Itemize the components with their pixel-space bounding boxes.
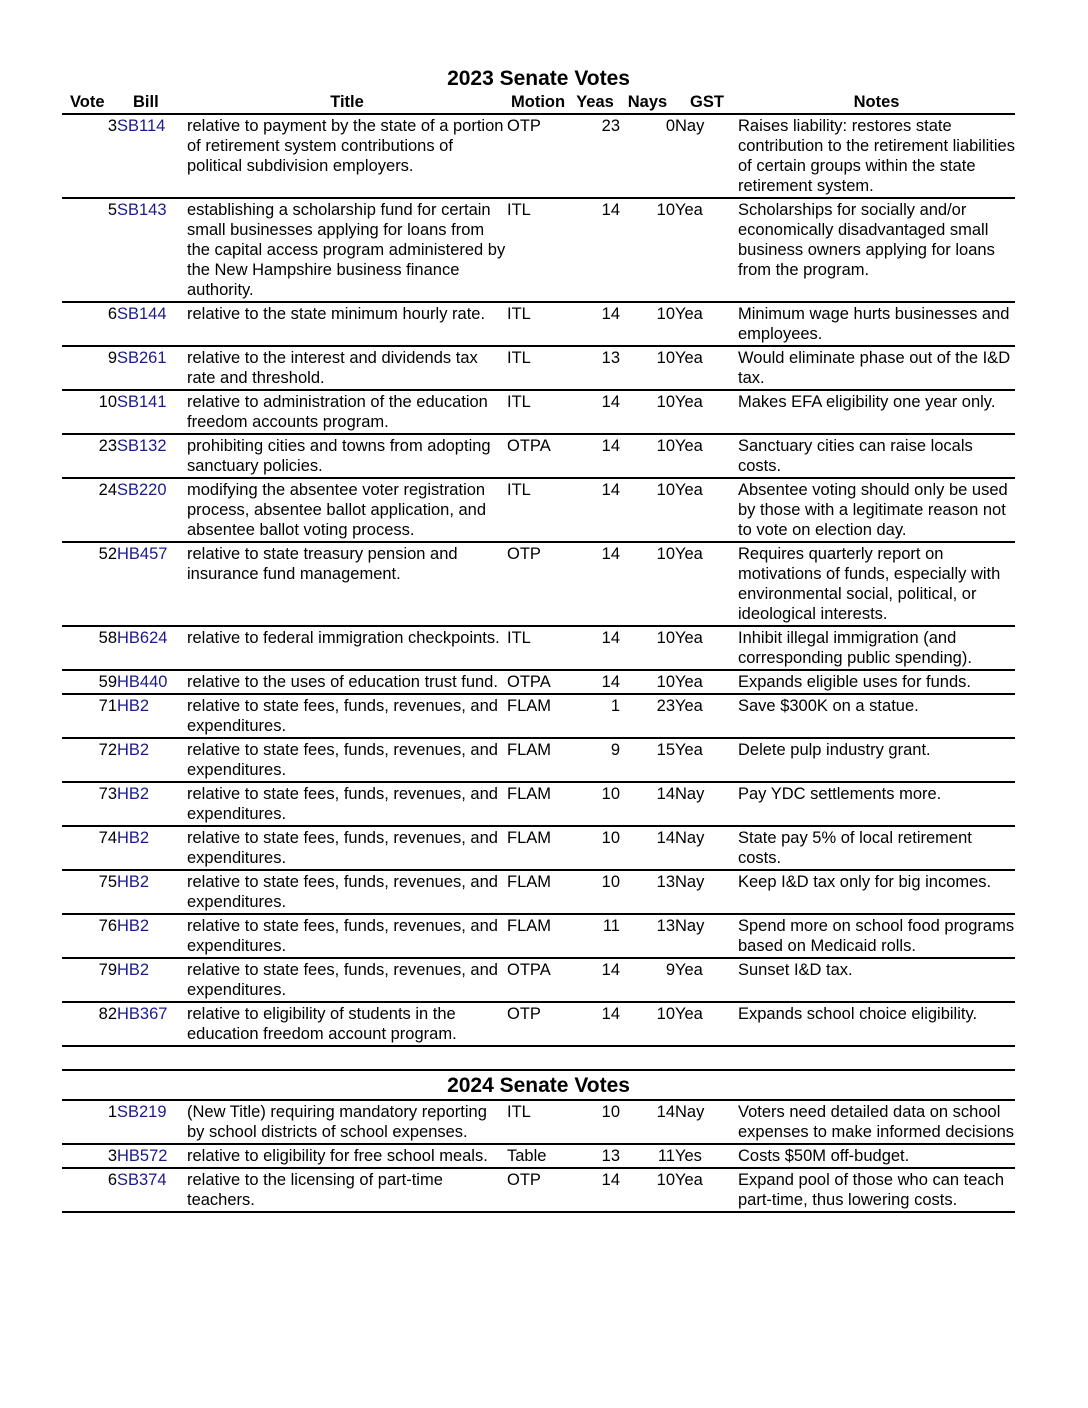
cell-bill[interactable]: HB2 bbox=[117, 694, 187, 738]
table-row bbox=[62, 434, 1015, 478]
cell-motion: OTPA bbox=[507, 670, 570, 694]
cell-motion: ITL bbox=[507, 1100, 570, 1144]
cell-yeas: 10 bbox=[570, 826, 620, 870]
cell-vote: 59 bbox=[62, 670, 117, 694]
column-header-notes: Notes bbox=[738, 92, 1015, 114]
cell-motion: OTP bbox=[507, 1002, 570, 1046]
cell-gst: Yea bbox=[675, 1002, 738, 1046]
cell-title: relative to state fees, funds, revenues, and expenditures. bbox=[187, 782, 507, 826]
cell-nays: 10 bbox=[620, 198, 675, 302]
cell-yeas: 14 bbox=[570, 670, 620, 694]
cell-motion: FLAM bbox=[507, 694, 570, 738]
cell-bill[interactable]: SB144 bbox=[117, 302, 187, 346]
cell-nays: 13 bbox=[620, 914, 675, 958]
cell-title: relative to state fees, funds, revenues, and expenditures. bbox=[187, 870, 507, 914]
cell-notes: Keep I&D tax only for big incomes. bbox=[738, 870, 1015, 914]
cell-vote: 74 bbox=[62, 826, 117, 870]
cell-nays: 10 bbox=[620, 302, 675, 346]
votes-table bbox=[62, 64, 1015, 1213]
cell-gst: Yea bbox=[675, 302, 738, 346]
table-row bbox=[62, 346, 1015, 390]
cell-yeas: 11 bbox=[570, 914, 620, 958]
cell-motion: FLAM bbox=[507, 870, 570, 914]
cell-nays: 23 bbox=[620, 694, 675, 738]
cell-nays: 14 bbox=[620, 1100, 675, 1144]
cell-vote: 10 bbox=[62, 390, 117, 434]
cell-bill[interactable]: HB2 bbox=[117, 914, 187, 958]
cell-yeas: 9 bbox=[570, 738, 620, 782]
cell-vote: 72 bbox=[62, 738, 117, 782]
column-header-vote: Vote bbox=[62, 92, 117, 114]
cell-gst: Yea bbox=[675, 346, 738, 390]
cell-gst: Yea bbox=[675, 626, 738, 670]
cell-gst: Yea bbox=[675, 434, 738, 478]
cell-bill[interactable]: HB572 bbox=[117, 1144, 187, 1168]
cell-bill[interactable]: HB624 bbox=[117, 626, 187, 670]
cell-vote: 24 bbox=[62, 478, 117, 542]
cell-bill[interactable]: HB440 bbox=[117, 670, 187, 694]
cell-bill[interactable]: HB2 bbox=[117, 782, 187, 826]
cell-notes: Delete pulp industry grant. bbox=[738, 738, 1015, 782]
cell-yeas: 14 bbox=[570, 434, 620, 478]
table-row bbox=[62, 782, 1015, 826]
cell-motion: ITL bbox=[507, 390, 570, 434]
table-row bbox=[62, 914, 1015, 958]
cell-nays: 10 bbox=[620, 1168, 675, 1212]
cell-motion: ITL bbox=[507, 198, 570, 302]
table-row bbox=[62, 870, 1015, 914]
cell-title: relative to state fees, funds, revenues, and expenditures. bbox=[187, 826, 507, 870]
cell-notes: Expands eligible uses for funds. bbox=[738, 670, 1015, 694]
cell-title: modifying the absentee voter registration process, absentee ballot application, and absentee ballot voting process. bbox=[187, 478, 507, 542]
cell-title: relative to state fees, funds, revenues, and expenditures. bbox=[187, 958, 507, 1002]
table-row bbox=[62, 542, 1015, 626]
cell-vote: 76 bbox=[62, 914, 117, 958]
cell-motion: OTP bbox=[507, 1168, 570, 1212]
cell-gst: Nay bbox=[675, 114, 738, 198]
cell-gst: Nay bbox=[675, 1100, 738, 1144]
cell-nays: 10 bbox=[620, 1002, 675, 1046]
cell-title: relative to the interest and dividends tax rate and threshold. bbox=[187, 346, 507, 390]
cell-title: relative to the state minimum hourly rate. bbox=[187, 302, 507, 346]
cell-bill[interactable]: SB220 bbox=[117, 478, 187, 542]
cell-motion: OTPA bbox=[507, 958, 570, 1002]
cell-motion: ITL bbox=[507, 478, 570, 542]
cell-nays: 15 bbox=[620, 738, 675, 782]
cell-motion: FLAM bbox=[507, 782, 570, 826]
cell-vote: 23 bbox=[62, 434, 117, 478]
cell-vote: 82 bbox=[62, 1002, 117, 1046]
cell-vote: 58 bbox=[62, 626, 117, 670]
cell-motion: FLAM bbox=[507, 738, 570, 782]
cell-notes: Spend more on school food programs based on Medicaid rolls. bbox=[738, 914, 1015, 958]
cell-title: relative to eligibility of students in the education freedom account program. bbox=[187, 1002, 507, 1046]
cell-gst: Yea bbox=[675, 694, 738, 738]
cell-nays: 10 bbox=[620, 390, 675, 434]
cell-nays: 10 bbox=[620, 542, 675, 626]
column-header-nays: Nays bbox=[620, 92, 675, 114]
table-row bbox=[62, 826, 1015, 870]
cell-notes: Voters need detailed data on school expenses to make informed decisions bbox=[738, 1100, 1015, 1144]
cell-yeas: 14 bbox=[570, 1168, 620, 1212]
cell-nays: 14 bbox=[620, 826, 675, 870]
table-row bbox=[62, 1168, 1015, 1212]
cell-gst: Yea bbox=[675, 738, 738, 782]
cell-notes: State pay 5% of local retirement costs. bbox=[738, 826, 1015, 870]
cell-bill[interactable]: SB261 bbox=[117, 346, 187, 390]
column-header-gst: GST bbox=[675, 92, 738, 114]
cell-title: relative to payment by the state of a portion of retirement system contributions of political subdivision employers. bbox=[187, 114, 507, 198]
cell-bill[interactable]: SB141 bbox=[117, 390, 187, 434]
cell-vote: 6 bbox=[62, 1168, 117, 1212]
cell-title: establishing a scholarship fund for certain small businesses applying for loans from the capital access program administered by the New Hampshire business finance authority. bbox=[187, 198, 507, 302]
cell-title: relative to eligibility for free school meals. bbox=[187, 1144, 507, 1168]
cell-nays: 10 bbox=[620, 478, 675, 542]
cell-notes: Costs $50M off-budget. bbox=[738, 1144, 1015, 1168]
page bbox=[62, 64, 1015, 1213]
table-row bbox=[62, 390, 1015, 434]
cell-notes: Absentee voting should only be used by those with a legitimate reason not to vote on election day. bbox=[738, 478, 1015, 542]
table-row bbox=[62, 1002, 1015, 1046]
cell-notes: Would eliminate phase out of the I&D tax. bbox=[738, 346, 1015, 390]
cell-vote: 79 bbox=[62, 958, 117, 1002]
column-header-yeas: Yeas bbox=[570, 92, 620, 114]
table-row bbox=[62, 114, 1015, 198]
cell-yeas: 13 bbox=[570, 1144, 620, 1168]
cell-title: relative to state fees, funds, revenues, and expenditures. bbox=[187, 914, 507, 958]
cell-yeas: 10 bbox=[570, 1100, 620, 1144]
cell-notes: Raises liability: restores state contribution to the retirement liabilities of certain groups within the state retirement system. bbox=[738, 114, 1015, 198]
table-row bbox=[62, 1100, 1015, 1144]
column-header-row bbox=[62, 92, 1015, 114]
cell-yeas: 14 bbox=[570, 390, 620, 434]
cell-vote: 6 bbox=[62, 302, 117, 346]
cell-notes: Scholarships for socially and/or economically disadvantaged small business owners applying for loans from the program. bbox=[738, 198, 1015, 302]
cell-bill[interactable]: HB367 bbox=[117, 1002, 187, 1046]
cell-bill[interactable]: SB374 bbox=[117, 1168, 187, 1212]
cell-bill[interactable]: SB132 bbox=[117, 434, 187, 478]
cell-bill[interactable]: SB219 bbox=[117, 1100, 187, 1144]
cell-vote: 52 bbox=[62, 542, 117, 626]
cell-vote: 75 bbox=[62, 870, 117, 914]
cell-gst: Yea bbox=[675, 670, 738, 694]
table-row bbox=[62, 958, 1015, 1002]
cell-yeas: 13 bbox=[570, 346, 620, 390]
table-row bbox=[62, 626, 1015, 670]
cell-bill[interactable]: HB2 bbox=[117, 826, 187, 870]
cell-vote: 9 bbox=[62, 346, 117, 390]
cell-notes: Pay YDC settlements more. bbox=[738, 782, 1015, 826]
cell-bill[interactable]: HB2 bbox=[117, 870, 187, 914]
cell-gst: Yea bbox=[675, 198, 738, 302]
cell-bill[interactable]: SB114 bbox=[117, 114, 187, 198]
column-header-bill: Bill bbox=[117, 92, 187, 114]
column-header-motion: Motion bbox=[507, 92, 570, 114]
cell-gst: Nay bbox=[675, 870, 738, 914]
cell-vote: 71 bbox=[62, 694, 117, 738]
cell-notes: Save $300K on a statue. bbox=[738, 694, 1015, 738]
cell-notes: Expand pool of those who can teach part-time, thus lowering costs. bbox=[738, 1168, 1015, 1212]
cell-gst: Yea bbox=[675, 478, 738, 542]
cell-notes: Expands school choice eligibility. bbox=[738, 1002, 1015, 1046]
cell-motion: FLAM bbox=[507, 914, 570, 958]
cell-yeas: 14 bbox=[570, 302, 620, 346]
cell-title: relative to the uses of education trust fund. bbox=[187, 670, 507, 694]
cell-gst: Yea bbox=[675, 1168, 738, 1212]
cell-title: (New Title) requiring mandatory reporting by school districts of school expenses. bbox=[187, 1100, 507, 1144]
section-heading-2024 bbox=[62, 1070, 1015, 1100]
cell-motion: OTP bbox=[507, 114, 570, 198]
cell-yeas: 14 bbox=[570, 542, 620, 626]
cell-gst: Yea bbox=[675, 958, 738, 1002]
cell-motion: Table bbox=[507, 1144, 570, 1168]
table-row bbox=[62, 694, 1015, 738]
cell-gst: Nay bbox=[675, 914, 738, 958]
cell-yeas: 14 bbox=[570, 958, 620, 1002]
table-row bbox=[62, 738, 1015, 782]
cell-title: prohibiting cities and towns from adopting sanctuary policies. bbox=[187, 434, 507, 478]
section-title-2024: 2024 Senate Votes bbox=[62, 1070, 1015, 1100]
cell-title: relative to state treasury pension and insurance fund management. bbox=[187, 542, 507, 626]
cell-nays: 13 bbox=[620, 870, 675, 914]
cell-nays: 10 bbox=[620, 434, 675, 478]
cell-gst: Nay bbox=[675, 826, 738, 870]
cell-vote: 73 bbox=[62, 782, 117, 826]
cell-nays: 0 bbox=[620, 114, 675, 198]
cell-yeas: 14 bbox=[570, 198, 620, 302]
cell-nays: 9 bbox=[620, 958, 675, 1002]
cell-title: relative to the licensing of part-time teachers. bbox=[187, 1168, 507, 1212]
cell-gst: Yes bbox=[675, 1144, 738, 1168]
cell-motion: ITL bbox=[507, 626, 570, 670]
cell-gst: Yea bbox=[675, 390, 738, 434]
cell-yeas: 14 bbox=[570, 626, 620, 670]
cell-title: relative to state fees, funds, revenues, and expenditures. bbox=[187, 738, 507, 782]
cell-bill[interactable]: HB2 bbox=[117, 738, 187, 782]
cell-title: relative to federal immigration checkpoints. bbox=[187, 626, 507, 670]
cell-motion: ITL bbox=[507, 346, 570, 390]
table-row bbox=[62, 198, 1015, 302]
section-heading-2023 bbox=[62, 64, 1015, 92]
cell-notes: Sanctuary cities can raise locals costs. bbox=[738, 434, 1015, 478]
cell-motion: FLAM bbox=[507, 826, 570, 870]
cell-nays: 10 bbox=[620, 670, 675, 694]
cell-bill[interactable]: HB2 bbox=[117, 958, 187, 1002]
table-row bbox=[62, 1144, 1015, 1168]
cell-bill[interactable]: SB143 bbox=[117, 198, 187, 302]
cell-motion: ITL bbox=[507, 302, 570, 346]
cell-yeas: 10 bbox=[570, 870, 620, 914]
cell-notes: Makes EFA eligibility one year only. bbox=[738, 390, 1015, 434]
table-row bbox=[62, 478, 1015, 542]
cell-motion: OTP bbox=[507, 542, 570, 626]
cell-notes: Sunset I&D tax. bbox=[738, 958, 1015, 1002]
cell-yeas: 14 bbox=[570, 1002, 620, 1046]
cell-notes: Inhibit illegal immigration (and corresponding public spending). bbox=[738, 626, 1015, 670]
section-title-2023: 2023 Senate Votes bbox=[447, 67, 630, 90]
cell-title: relative to state fees, funds, revenues, and expenditures. bbox=[187, 694, 507, 738]
cell-nays: 14 bbox=[620, 782, 675, 826]
cell-yeas: 14 bbox=[570, 478, 620, 542]
cell-nays: 10 bbox=[620, 626, 675, 670]
table-row bbox=[62, 670, 1015, 694]
column-header-title: Title bbox=[187, 92, 507, 114]
cell-vote: 3 bbox=[62, 114, 117, 198]
cell-yeas: 1 bbox=[570, 694, 620, 738]
cell-notes: Minimum wage hurts businesses and employees. bbox=[738, 302, 1015, 346]
cell-yeas: 23 bbox=[570, 114, 620, 198]
cell-vote: 1 bbox=[62, 1100, 117, 1144]
cell-nays: 10 bbox=[620, 346, 675, 390]
cell-gst: Nay bbox=[675, 782, 738, 826]
cell-gst: Yea bbox=[675, 542, 738, 626]
cell-nays: 11 bbox=[620, 1144, 675, 1168]
section-spacer bbox=[62, 1046, 1015, 1070]
cell-vote: 5 bbox=[62, 198, 117, 302]
cell-vote: 3 bbox=[62, 1144, 117, 1168]
cell-bill[interactable]: HB457 bbox=[117, 542, 187, 626]
cell-yeas: 10 bbox=[570, 782, 620, 826]
cell-title: relative to administration of the education freedom accounts program. bbox=[187, 390, 507, 434]
table-row bbox=[62, 302, 1015, 346]
cell-motion: OTPA bbox=[507, 434, 570, 478]
cell-notes: Requires quarterly report on motivations of funds, especially with environmental social, political, or ideological interests. bbox=[738, 542, 1015, 626]
